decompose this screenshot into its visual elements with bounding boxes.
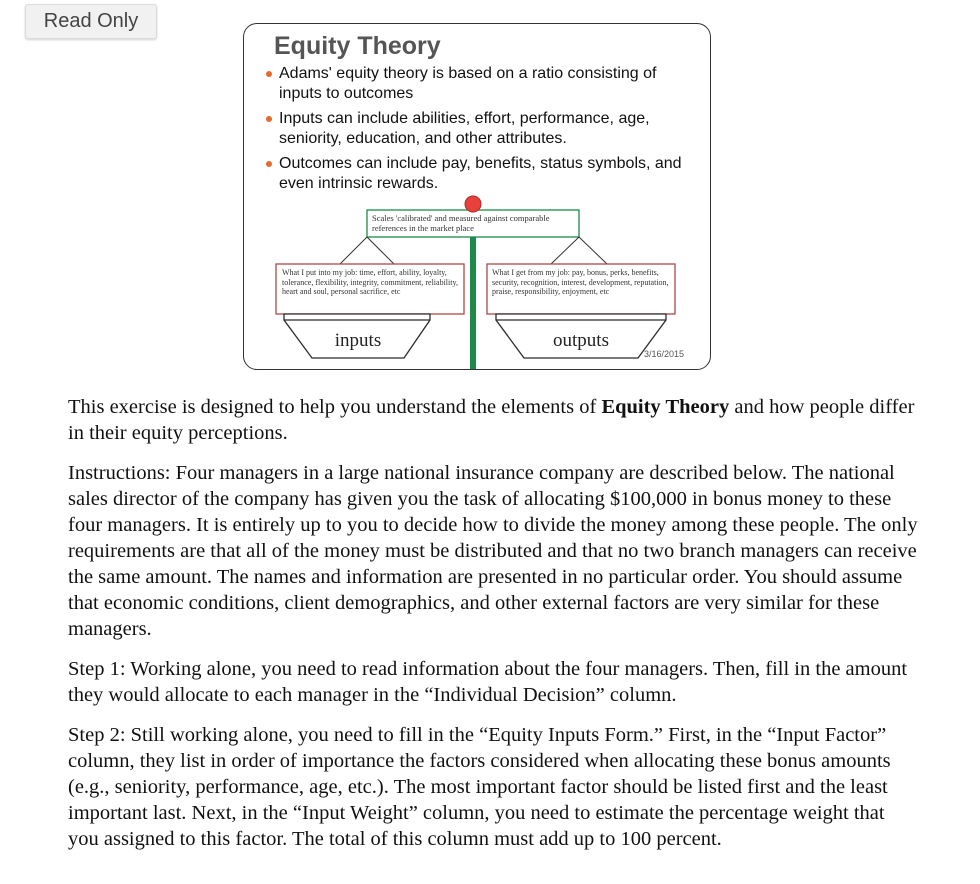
equity-theory-slide [243, 23, 711, 370]
step2-paragraph: Step 2: Still working alone, you need to fill in the “Equity Inputs Form.” First, in the “Input Factor” column, they list in order of importance the factors considered when allocating these bonus amounts (e.g., seniority, performance, age, etc.). The most important factor should be listed first and the least important last. Next, in the “Input Weight” column, you need to estimate the percentage weight that you assigned to this factor. The total of this column must add up to 100 percent. [68, 724, 891, 850]
bullet-item: Inputs can include abilities, effort, performance, age, seniority, education, and other attributes. [264, 109, 694, 149]
read-only-badge[interactable]: Read Only [25, 4, 157, 39]
scale-top-text: Scales 'calibrated' and measured against comparable references in the market place [372, 213, 550, 233]
intro-bold: Equity Theory [601, 396, 730, 418]
instructions-paragraph: Instructions: Four managers in a large national insurance company are described below. The national sales director of the company has given you the task of allocating $100,000 in bonus money to these four managers. It is entirely up to you to decide how to divide the money among these people. The only requirements are that all of the money must be distributed and that no two branch managers can receive the same amount. The names and information are presented in no particular order. You should assume that economic conditions, client demographics, and other external factors are very similar for these managers. [68, 462, 918, 640]
intro-text: This exercise is designed to help you understand the elements of [68, 396, 602, 418]
inputs-label: inputs [334, 330, 382, 351]
bullet-item: Outcomes can include pay, benefits, status symbols, and even intrinsic rewards. [264, 154, 694, 194]
scale-right-text: What I get from my job: pay, bonus, perks, benefits, security, recognition, interest, development, reputation, praise, responsibility, enjoyment, etc [492, 268, 669, 296]
slide-date: 3/16/2015 [643, 349, 684, 359]
slide-title: Equity Theory [274, 32, 441, 60]
intro-paragraph [68, 394, 918, 446]
scale-pivot [465, 196, 481, 212]
step1-paragraph: Step 1: Working alone, you need to read information about the four managers. Then, fill in the amount they would allocate to each manager in the “Individual Decision” column. [68, 658, 908, 706]
exercise-text [68, 394, 918, 866]
balance-scale-diagram [244, 24, 711, 370]
scale-left-text: What I put into my job: time, effort, ability, loyalty, tolerance, flexibility, integrity, commitment, reliability, heart and soul, personal sacrifice, etc [282, 268, 458, 296]
intro-text-end: and how people differ in their equity perceptions. [68, 396, 915, 444]
outputs-label: outputs [553, 330, 609, 351]
bullet-item: Adams' equity theory is based on a ratio consisting of inputs to outcomes [264, 64, 694, 104]
